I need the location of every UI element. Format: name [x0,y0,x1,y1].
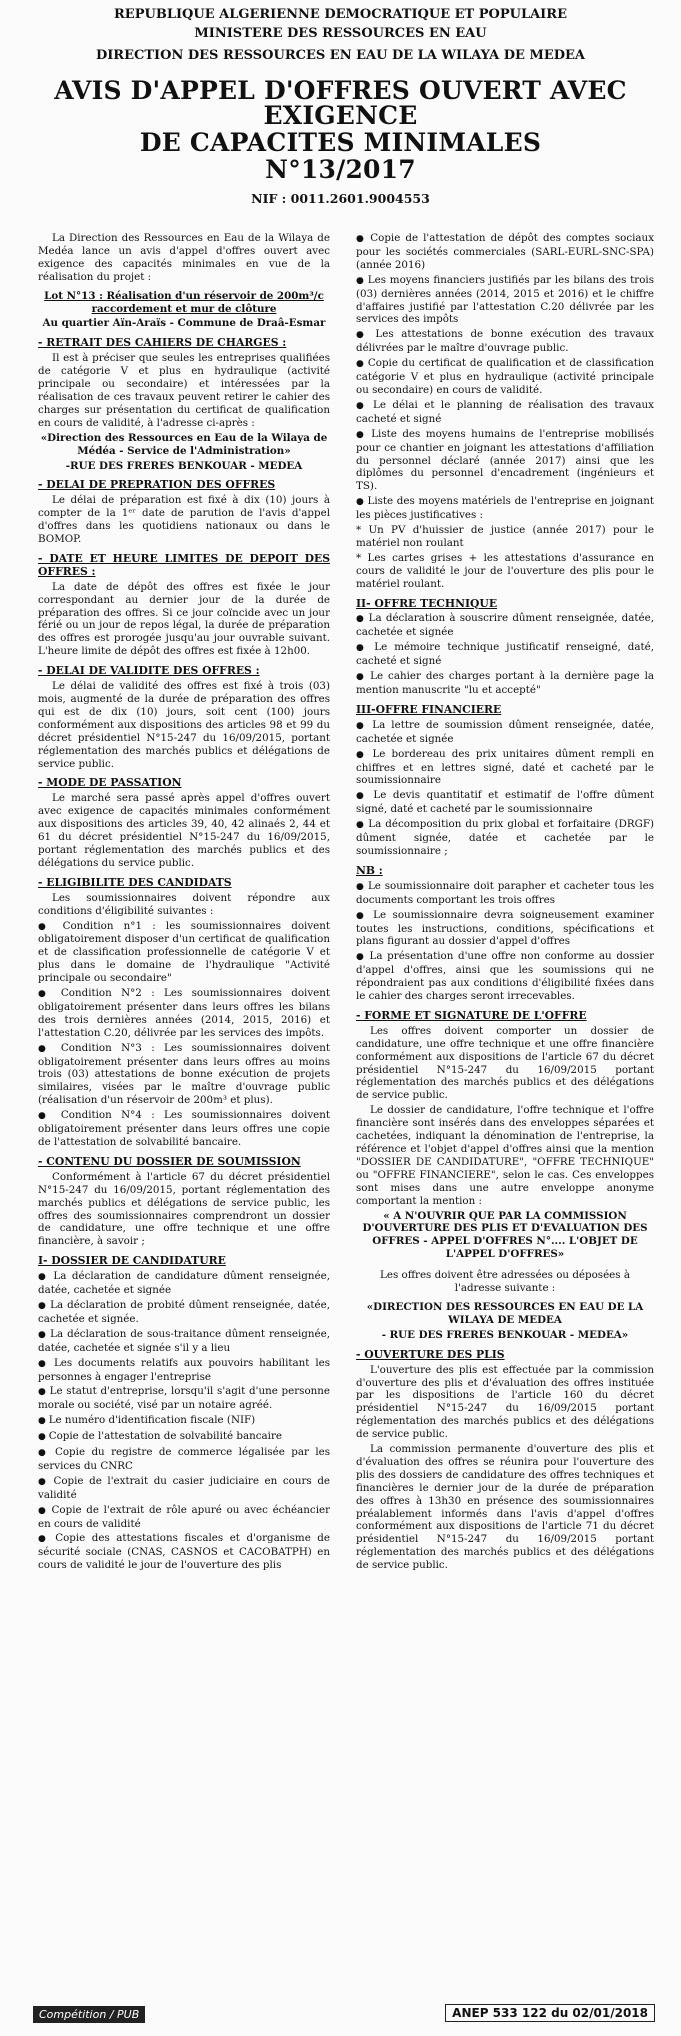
retrait-text: Il est à préciser que seules les entreprises qualifiées de catégorie V et plus en hydraulique (activité principale ou secondaire) et intéressées par la réalisation de ces travaux peuvent retirer le cahier des charges sur présentation du certificat de qualification en cours de validité, à l'adresse ci-après : [38,352,330,429]
list-item: ● La présentation d'une offre non conforme au dossier d'appel d'offres, ainsi que les soumissions qui ne répondraient pas aux conditions d'éligibilité fixées dans le cahier des charges seront irrecevables. [356,950,654,1003]
eligibilite-heading: - ELIGIBILITE DES CANDIDATS [38,875,232,889]
list-item: ● Copie de l'attestation de solvabilité bancaire [38,1430,330,1444]
list-item: ● Liste des moyens humains de l'entreprise mobilisés pour ce chantier en joignant les attestations d'affiliation du personnel déclaré (année 2017) ainsi que les diplômes du personnel d'encadrement (ingénieurs et TS). [356,428,654,494]
retrait-address-2: -RUE DES FRERES BENKOUAR - MEDEA [65,459,303,472]
list-item: ● Les moyens financiers justifiés par les bilans des trois (03) dernières années (2014, 2015 et 2016) et le chiffre d'affaires justifié par l'attestation C.20 délivrée par les services des impôts [356,274,654,327]
list-item: ● Le délai et le planning de réalisation des travaux cacheté et signé [356,399,654,426]
intro-paragraph: La Direction des Ressources en Eau de la Wilaya de Medéa lance un avis d'appel d'offres ouvert avec exigence des capacités minimales en vue de la réalisation du projet : [38,232,330,283]
list-item: ● Le statut d'entreprise, lorsqu'il s'agit d'une personne morale ou société, visé par un notaire agréé. [38,1385,330,1412]
list-item: ● La déclaration de candidature dûment renseignée, datée, cachetée et signée [38,1270,330,1297]
forme-mention: « A N'OUVRIR QUE PAR LA COMMISSION D'OUVERTURE DES PLIS ET D'EVALUATION DES OFFRES - APPEL D'OFFRES N°.... L'OBJET DE L'APPEL D'OFFRES» [362,1209,648,1261]
condition-1: ● Condition n°1 : les soumissionnaires doivent obligatoirement disposer d'un certificat de qualification et de classification professionnelle de catégorie V et plus dans le domaine de l'hydraulique "Activité principale ou secondaire" [38,920,330,986]
candidature-list-continued [356,232,654,591]
title-line2: DE CAPACITES MINIMALES [139,128,542,157]
list-item: ● Copie de l'attestation de dépôt des comptes sociaux pour les sociétés commerciales (SARL-EURL-SNC-SPA) (année 2016) [356,232,654,272]
lot-place: Au quartier Aïn-Araïs - Commune de Draâ-Esmar [42,317,326,330]
title-line1: AVIS D'APPEL D'OFFRES OUVERT AVEC EXIGENCE [54,76,627,130]
columns [0,232,681,1992]
header-ministry: MINISTERE DES RESSOURCES EN EAU [194,26,487,41]
delai-prep-text: Le délai de préparation est fixé à dix (10) jours à compter de la 1ᵉʳ date de parution de l'avis d'appel d'offres dans les quotidiens nationaux ou dans le BOMOP. [38,494,330,546]
list-item: ● La déclaration de sous-traitance dûment renseignée, datée, cachetée et signée s'il y a lieu [38,1328,330,1355]
right-column [356,232,654,1992]
nif-number: NIF : 0011.2601.9004553 [251,191,430,206]
list-item: ● Le soumissionnaire doit parapher et cacheter tous les documents comportant les trois offres [356,880,654,907]
title-block [0,78,681,182]
list-item: ● Le cahier des charges portant à la dernière page la mention manuscrite "lu et accepté" [356,670,654,697]
list-item: ● Liste des moyens matériels de l'entreprise en joignant les pièces justificatives : [356,495,654,522]
delai-prep-heading: - DELAI DE PREPRATION DES OFFRES [38,478,276,492]
ouverture-heading: - OUVERTURE DES PLIS [356,1347,505,1361]
validite-text: Le délai de validité des offres est fixé à trois (03) mois, augmenté de la durée de préparation des offres qui est de dix (10) jours, soit cent (100) jours conformément aux dispositions des articles 98 et 99 du décret présidentiel N°15-247 du 16/09/2015, portant réglementation des marchés publics et délégations de service public. [38,680,330,770]
condition-3: ● Condition N°3 : Les soumissionnaires doivent obligatoirement présenter dans leurs offres au moins trois (03) attestations de bonne exécution de projets similaires, visées par le maître d'ouvrage public (réalisation d'un réservoir de 200m³ et plus). [38,1042,330,1108]
depot-address-2: - RUE DES FRERES BENKOUAR - MEDEA» [381,1328,629,1341]
candidature-heading: I- DOSSIER DE CANDIDATURE [38,1254,226,1268]
list-item: ● Le mémoire technique justificatif renseigné, daté, cacheté et signé [356,641,654,668]
forme-heading: - FORME ET SIGNATURE DE L'OFFRE [356,1008,587,1022]
forme-paragraph-2: Le dossier de candidature, l'offre technique et l'offre financière sont insérés dans des enveloppes séparées et cachetées, indiquant la dénomination de l'entreprise, la référence et l'objet d'appel d'offres ainsi que la mention "DOSSIER DE CANDIDATURE", "OFFRE TECHNIQUE" ou "OFFRE FINANCIERE", selon le cas. Ces enveloppes sont mises dans une autre enveloppe anonyme comportant la mention : [356,1104,654,1207]
list-item: ● Copie de l'extrait de rôle apuré ou avec échéancier en cours de validité [38,1504,330,1531]
lot-title: Lot N°13 : Réalisation d'un réservoir de 200m³/c raccordement et mur de clôture [44,289,324,315]
date-limite-text: La date de dépôt des offres est fixée le jour correspondant au dernier jour de la durée de préparation des offres. Si ce jour coïncide avec un jour férié ou un jour de repos légal, la durée de préparation des offres est prorogée jusqu'au jour ouvrable suivant. L'heure limite de dépôt des offres est fixée à 12h00. [38,580,330,658]
left-column [38,232,330,1992]
list-item: ● Copie du certificat de qualification et de classification catégorie V et plus en hydraulique (activité principale ou secondaire) en cours de validité. [356,357,654,397]
forme-paragraph-1: Les offres doivent comporter un dossier de candidature, une offre technique et une offre financière conformément aux dispositions de l'article 67 du décret présidentiel N°15-247 du 16/09/2015 portant réglementation des marchés publics et des délégations de service public. [356,1024,654,1102]
validite-heading: - DELAI DE VALIDITE DES OFFRES : [38,664,260,678]
list-item: ● La déclaration de probité dûment renseignée, datée, cachetée et signée. [38,1299,330,1326]
contenu-text: Conformément à l'article 67 du décret présidentiel N°15-247 du 16/09/2015, portant réglementation des marchés publics et délégations de service public, les offres des soumissionnaires comprendront un dossier de candidature, une offre technique et une offre financière, à savoir ; [38,1170,330,1248]
list-item: ● Copie du registre de commerce légalisée par les services du CNRC [38,1446,330,1473]
list-item: ● Le bordereau des prix unitaires dûment rempli en chiffres et en lettres signé, daté et cacheté par le soumissionnaire [356,748,654,788]
ouverture-paragraph-2: La commission permanente d'ouverture des plis et d'évaluation des offres se réunira pour l'ouverture des plis des dossiers de candidature des offres techniques et financières le dernier jour de la durée de préparation des offres à 13h30 en présence des soumissionnaires préalablement informés dans l'avis d'appel d'offres conformément aux dispositions de l'article 71 du décret présidentiel N°15-247 du 16/09/2015 portant réglementation des marchés publics et des délégations de service public. [356,1443,654,1572]
list-item: ● Le numéro d'identification fiscale (NIF) [38,1414,330,1428]
list-item: ● Copie des attestations fiscales et d'organisme de sécurité sociale (CNAS, CASNOS et CACOBATPH) en cours de validité le jour de l'ouverture des plis [38,1532,330,1572]
ouverture-paragraph-1: L'ouverture des plis est effectuée par la commission d'ouverture des plis et d'évaluation des offres instituée par les dispositions de l'article 160 du décret présidentiel N°15-247 du 16/09/2015 portant réglementation des marchés publics et des délégations de service public. [356,1363,654,1441]
retrait-heading: - RETRAIT DES CAHIERS DE CHARGES : [38,336,287,350]
passation-text: Le marché sera passé après appel d'offres ouvert avec exigence de capacités minimales conformément aux dispositions des articles 39, 40, 42 alinaés 2, 44 et 61 du décret présidentiel N°15-247 du 16/09/2015, portant réglementation des marchés publics et des délégations du service public. [38,792,330,869]
nb-heading: NB : [356,863,383,877]
depot-address-1: «DIRECTION DES RESSOURCES EN EAU DE LA WILAYA DE MEDEA [366,1300,644,1326]
title-number: N°13/2017 [265,155,416,184]
offre-financiere-heading: III-OFFRE FINANCIERE [356,702,502,716]
list-item: ● Les documents relatifs aux pouvoirs habilitant les personnes à engager l'entreprise [38,1357,330,1384]
list-item: ● La décomposition du prix global et forfaitaire (DRGF) dûment signée, datée et cachetée par le soumissionnaire ; [356,818,654,858]
date-limite-heading: - DATE ET HEURE LIMITES DE DEPOIT DES OFFRES : [38,551,330,578]
sub-item-cartes: * Les cartes grises + les attestations d'assurance en cours de validité le jour de l'ouverture des plis pour le matériel roulant. [356,551,654,590]
sub-item-pv: * Un PV d'huissier de justice (année 2017) pour le matériel non roulant [356,524,654,549]
eligibilite-text: Les soumissionnaires doivent répondre aux conditions d'éligibilité suivantes : [38,891,330,917]
header-block [0,0,681,64]
list-item: ● Les attestations de bonne exécution des travaux délivrées par le maître d'ouvrage public. [356,328,654,355]
list-item: ● Le soumissionnaire devra soigneusement examiner toutes les instructions, conditions, spécifications et plans figurant au dossier d'appel d'offres [356,909,654,949]
header-direction: DIRECTION DES RESSOURCES EN EAU DE LA WILAYA DE MEDEA [95,48,586,63]
footer-competition-label: Compétition / PUB [33,2006,145,2023]
passation-heading: - MODE DE PASSATION [38,776,182,790]
list-item: ● La lettre de soumission dûment renseignée, datée, cachetée et signée [356,719,654,746]
header-republic: REPUBLIQUE ALGERIENNE DEMOCRATIQUE ET POPULAIRE [114,7,567,22]
footer-anep-reference: ANEP 533 122 du 02/01/2018 [445,2004,655,2022]
contenu-heading: - CONTENU DU DOSSIER DE SOUMISSION [38,1154,301,1168]
depot-text: Les offres doivent être adressées ou déposées à l'adresse suivante : [380,1269,630,1295]
list-item: ● La déclaration à souscrire dûment renseignée, datée, cachetée et signée [356,612,654,639]
list-item: ● Le devis quantitatif et estimatif de l'offre dûment signé, daté et cacheté par le soumissionnaire [356,789,654,816]
retrait-address-1: «Direction des Ressources en Eau de la Wilaya de Médéa - Service de l'Administration» [40,431,328,457]
condition-4: ● Condition N°4 : Les soumissionnaires doivent obligatoirement présenter dans leurs offres une copie de l'attestation de solvabilité bancaire. [38,1109,330,1149]
offre-technique-heading: II- OFFRE TECHNIQUE [356,596,498,610]
condition-2: ● Condition N°2 : Les soumissionnaires doivent obligatoirement présenter dans leurs offres les bilans des trois dernières années (2014, 2015, 2016) et l'attestation C.20, délivrée par les services des impôts. [38,987,330,1040]
candidature-list [38,1270,330,1572]
list-item: ● Copie de l'extrait du casier judiciaire en cours de validité [38,1475,330,1502]
